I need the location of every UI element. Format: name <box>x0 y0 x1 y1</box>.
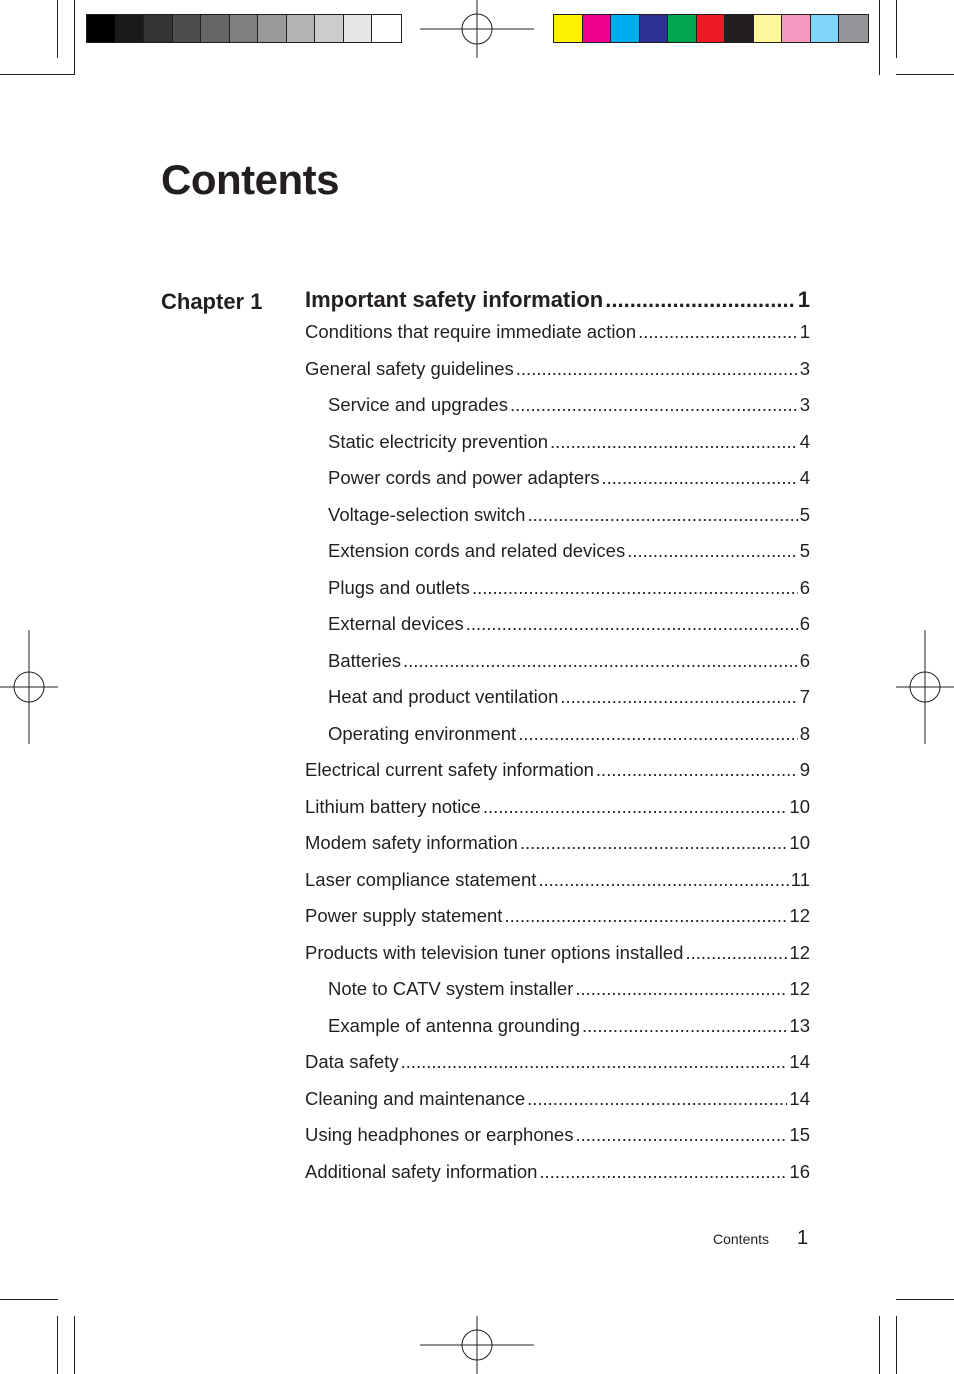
registration-mark-icon <box>420 1316 534 1374</box>
toc-entry-text: Batteries <box>328 649 402 671</box>
color-swatch <box>201 15 230 42</box>
toc-entry-page: 10 <box>789 795 810 817</box>
toc-entry-text: External devices <box>328 613 464 634</box>
dot-leader <box>550 431 798 453</box>
dot-leader <box>638 321 798 343</box>
toc-entry-text: Example of antenna grounding <box>328 1014 580 1036</box>
toc-entry-text: Modem safety information <box>305 832 518 853</box>
chapter-label: Chapter 1 <box>161 289 263 314</box>
crop-mark <box>57 0 58 58</box>
toc-entry-text: General safety guidelines <box>305 357 514 379</box>
toc-entry-page: 15 <box>789 1124 810 1145</box>
dot-leader <box>518 723 798 745</box>
color-swatch <box>554 15 583 42</box>
toc-entry-page: 13 <box>789 1014 810 1036</box>
toc-entry[interactable] <box>328 1015 810 1037</box>
crop-mark <box>74 0 75 75</box>
dot-leader <box>472 577 798 599</box>
toc-entry-text: Using headphones or earphones <box>305 1124 574 1145</box>
toc-entry-page: 3 <box>799 394 810 415</box>
toc-entry-text: Electrical current safety information <box>305 759 594 780</box>
toc-entry[interactable] <box>305 1088 810 1110</box>
toc-entry[interactable] <box>305 796 810 818</box>
dot-leader <box>527 1088 787 1110</box>
toc-entry[interactable] <box>305 1161 810 1183</box>
toc-entry-text: Voltage-selection switch <box>328 503 526 525</box>
toc-entry-page: 10 <box>789 832 810 853</box>
toc-heading-page: 1 <box>797 287 810 312</box>
dot-leader <box>575 1124 787 1146</box>
toc-entry-text: Lithium battery notice <box>305 795 481 817</box>
toc-entry-page: 16 <box>789 1160 810 1182</box>
toc-entry-page: 11 <box>790 868 810 890</box>
dot-leader <box>560 686 797 708</box>
dot-leader <box>510 394 798 416</box>
dot-leader <box>539 1161 787 1183</box>
color-swatch <box>811 15 840 42</box>
toc-entry-page: 4 <box>799 430 810 452</box>
color-swatch <box>611 15 640 42</box>
dot-leader <box>466 613 798 635</box>
registration-mark-icon <box>420 0 534 58</box>
toc-entry-page: 6 <box>799 613 810 634</box>
dot-leader <box>516 358 798 380</box>
dot-leader <box>520 832 788 854</box>
toc-entry-text: Operating environment <box>328 722 517 744</box>
page-number: 1 <box>797 1227 809 1249</box>
toc-entry-text: Plugs and outlets <box>328 576 470 598</box>
toc-chapter-heading[interactable] <box>305 287 810 313</box>
toc-entry[interactable] <box>328 577 810 599</box>
toc-entry[interactable] <box>328 540 810 562</box>
color-swatch <box>144 15 173 42</box>
toc-entry[interactable] <box>328 431 810 453</box>
color-swatch <box>725 15 754 42</box>
toc-entry-text: Laser compliance statement <box>305 868 537 890</box>
crop-mark <box>74 1316 75 1374</box>
crop-mark <box>896 1316 897 1374</box>
dot-leader <box>538 869 788 891</box>
toc-entry-page: 14 <box>789 1087 810 1109</box>
dot-leader <box>605 287 796 313</box>
toc-entry-page: 9 <box>799 759 810 780</box>
toc-entry[interactable] <box>305 759 810 781</box>
toc-entry[interactable] <box>305 942 810 964</box>
toc-entry[interactable] <box>328 650 810 672</box>
crop-mark <box>896 1299 954 1300</box>
dot-leader <box>596 759 798 781</box>
dot-leader <box>627 540 798 562</box>
color-swatch <box>839 15 868 42</box>
crop-mark <box>896 74 954 75</box>
toc-entry-page: 5 <box>799 540 810 561</box>
dot-leader <box>527 504 797 526</box>
toc-entry-text: Conditions that require immediate action <box>305 321 637 342</box>
color-swatch <box>287 15 316 42</box>
toc-entry[interactable] <box>328 723 810 745</box>
page-title: Contents <box>161 156 339 203</box>
dot-leader <box>403 650 798 672</box>
dot-leader <box>601 467 797 489</box>
toc-entry-page: 6 <box>799 649 810 671</box>
color-swatch <box>344 15 373 42</box>
toc-entry-text: Note to CATV system installer <box>328 978 574 999</box>
toc-entry-text: Cleaning and maintenance <box>305 1087 526 1109</box>
toc-entry-text: Power cords and power adapters <box>328 467 600 488</box>
toc-entry[interactable] <box>305 832 810 854</box>
toc-entry-page: 12 <box>789 941 810 963</box>
toc-entry-text: Extension cords and related devices <box>328 540 626 561</box>
color-swatch <box>315 15 344 42</box>
toc-entry[interactable] <box>328 467 810 489</box>
toc-entry[interactable] <box>305 1051 810 1073</box>
dot-leader <box>483 796 788 818</box>
dot-leader <box>685 942 787 964</box>
color-swatch <box>697 15 726 42</box>
crop-mark <box>0 74 75 75</box>
toc-entry-page: 12 <box>789 905 810 926</box>
toc-entry[interactable] <box>328 394 810 416</box>
color-swatch <box>173 15 202 42</box>
dot-leader <box>504 905 787 927</box>
toc-entry[interactable] <box>328 686 810 708</box>
toc-entry[interactable] <box>305 869 810 891</box>
toc-entry[interactable] <box>305 321 810 343</box>
crop-mark <box>0 1299 58 1300</box>
color-swatch <box>668 15 697 42</box>
toc-entry-text: Service and upgrades <box>328 394 508 415</box>
footer-label: Contents <box>713 1231 770 1247</box>
toc-entry-page: 5 <box>799 503 810 525</box>
toc-entry[interactable] <box>305 358 810 380</box>
toc-entry[interactable] <box>328 504 810 526</box>
toc-entry-text: Products with television tuner options installed <box>305 941 684 963</box>
toc-entry-text: Static electricity prevention <box>328 430 549 452</box>
color-swatch <box>782 15 811 42</box>
registration-mark-icon <box>896 630 954 744</box>
toc-heading-text: Important safety information <box>305 287 604 312</box>
dot-leader <box>401 1051 788 1073</box>
dot-leader <box>582 1015 787 1037</box>
toc-entry-page: 6 <box>799 576 810 598</box>
toc-entry-text: Power supply statement <box>305 905 503 926</box>
toc-entry-page: 14 <box>789 1051 810 1072</box>
toc-entry-page: 4 <box>799 467 810 488</box>
color-swatch <box>640 15 669 42</box>
toc-entry-page: 7 <box>799 686 810 707</box>
color-swatch <box>583 15 612 42</box>
toc-entry[interactable] <box>305 1124 810 1146</box>
crop-mark <box>57 1316 58 1374</box>
grayscale-color-bar <box>86 14 402 43</box>
toc-entry-page: 1 <box>799 321 810 342</box>
toc-entry-text: Data safety <box>305 1051 399 1072</box>
crop-mark <box>879 1316 880 1374</box>
color-swatch <box>754 15 783 42</box>
toc-entry-text: Heat and product ventilation <box>328 686 559 707</box>
toc-entry[interactable] <box>328 978 810 1000</box>
dot-leader <box>575 978 787 1000</box>
toc-entry-page: 8 <box>799 722 810 744</box>
toc-entry-page: 3 <box>799 357 810 379</box>
crop-mark <box>879 0 880 75</box>
toc-entry-page: 12 <box>789 978 810 999</box>
toc-entry-text: Additional safety information <box>305 1160 538 1182</box>
color-swatch <box>230 15 259 42</box>
color-swatch <box>372 15 401 42</box>
color-swatch <box>258 15 287 42</box>
toc-entry[interactable] <box>328 613 810 635</box>
registration-mark-icon <box>0 630 58 744</box>
toc-entry[interactable] <box>305 905 810 927</box>
process-color-bar <box>553 14 869 43</box>
color-swatch <box>116 15 145 42</box>
color-swatch <box>87 15 116 42</box>
crop-mark <box>896 0 897 58</box>
